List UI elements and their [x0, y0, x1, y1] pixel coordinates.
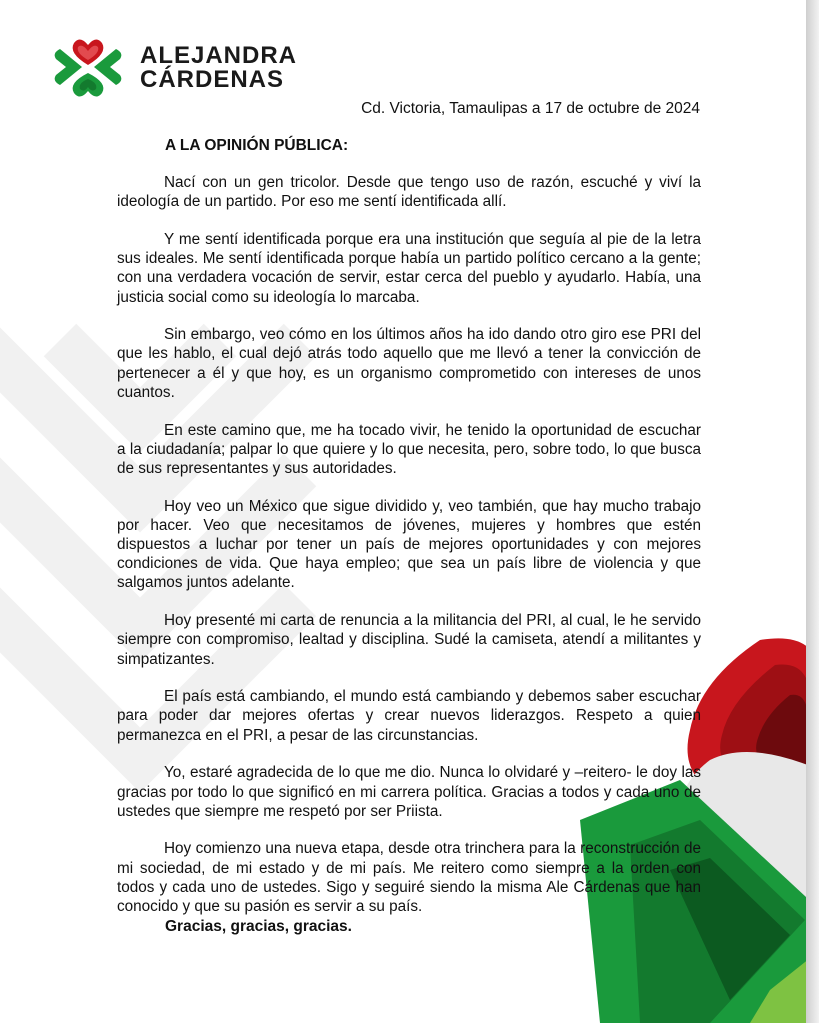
paragraph: El país está cambiando, el mundo está cambiando y debemos saber escuchar para poder dar mejores ofertas y crear nuevos liderazgos. Respeto a quien permanezca en el PRI, a pesar de las circunstancias.: [117, 688, 701, 744]
paragraph: En este camino que, me ha tocado vivir, he tenido la oportunidad de escuchar a la ciudadanía; palpar lo que quiere y lo que necesita, pero, sobre todo, lo que busca de sus representantes y sus autoridades.: [117, 421, 701, 477]
brand-line-2: CÁRDENAS: [140, 66, 285, 93]
paragraph: Nací con un gen tricolor. Desde que tengo uso de razón, escuché y viví la ideología de un partido. Por eso me sentí identificada allí.: [117, 174, 701, 211]
letter-body: [117, 173, 701, 935]
brand-line-1: ALEJANDRA: [140, 42, 298, 69]
brand-name: [140, 44, 297, 92]
paragraph: Hoy comienzo una nueva etapa, desde otra trinchera para la reconstrucción de mi sociedad, de mi estado y de mi país. Me reitero como siempre a la orden con todos y cada uno de ustedes. Sigo y seguiré siendo la misma Ale Cárdenas que han conocido y que su pasión es servir a su país.: [117, 840, 701, 916]
paragraph: Hoy presenté mi carta de renuncia a la militancia del PRI, al cual, le he servido siempre con compromiso, lealtad y disciplina. Sudé la camiseta, atendí a militantes y simpatizantes.: [117, 612, 701, 668]
paragraph: Hoy veo un México que sigue dividido y, veo también, que hay mucho trabajo por hacer. Veo que necesitamos de jóvenes, mujeres y hombres que estén dispuestos a luchar por tener un país de mejores oportunidades y con mejores condiciones de vida. Que haya empleo; que sea un país libre de violencia y que salgamos juntos adelante.: [117, 497, 701, 592]
paragraph: Yo, estaré agradecida de lo que me dio. Nunca lo olvidaré y –reitero- le doy las gracias por todo lo que significó en mi carrera política. Gracias a todos y cada uno de ustedes que siempre me respetó por ser Priista.: [117, 764, 701, 820]
place-date: Cd. Victoria, Tamaulipas a 17 de octubre de 2024: [361, 100, 700, 117]
paragraph: Sin embargo, veo cómo en los últimos años ha ido dando otro giro ese PRI del que les hablo, el cual dejó atrás todo aquello que me llevó a tener la convicción de pertenecer a él y que hoy, es un organismo comprometido con intereses de unos cuantos.: [117, 326, 701, 401]
salutation: A LA OPINIÓN PÚBLICA:: [165, 137, 349, 154]
closing: Gracias, gracias, gracias.: [165, 918, 352, 935]
paragraph: Y me sentí identificada porque era una institución que seguía al pie de la letra sus ideales. Me sentí identificada porque había un partido político cercano a la gente; con una verdadera vocación de servir, estar cerca del pueblo y ayudarlo. Había, una justicia social como su ideología lo marcaba.: [117, 230, 701, 306]
page-edge-shadow: [806, 0, 819, 1023]
brand-logo-icon: [52, 33, 124, 105]
